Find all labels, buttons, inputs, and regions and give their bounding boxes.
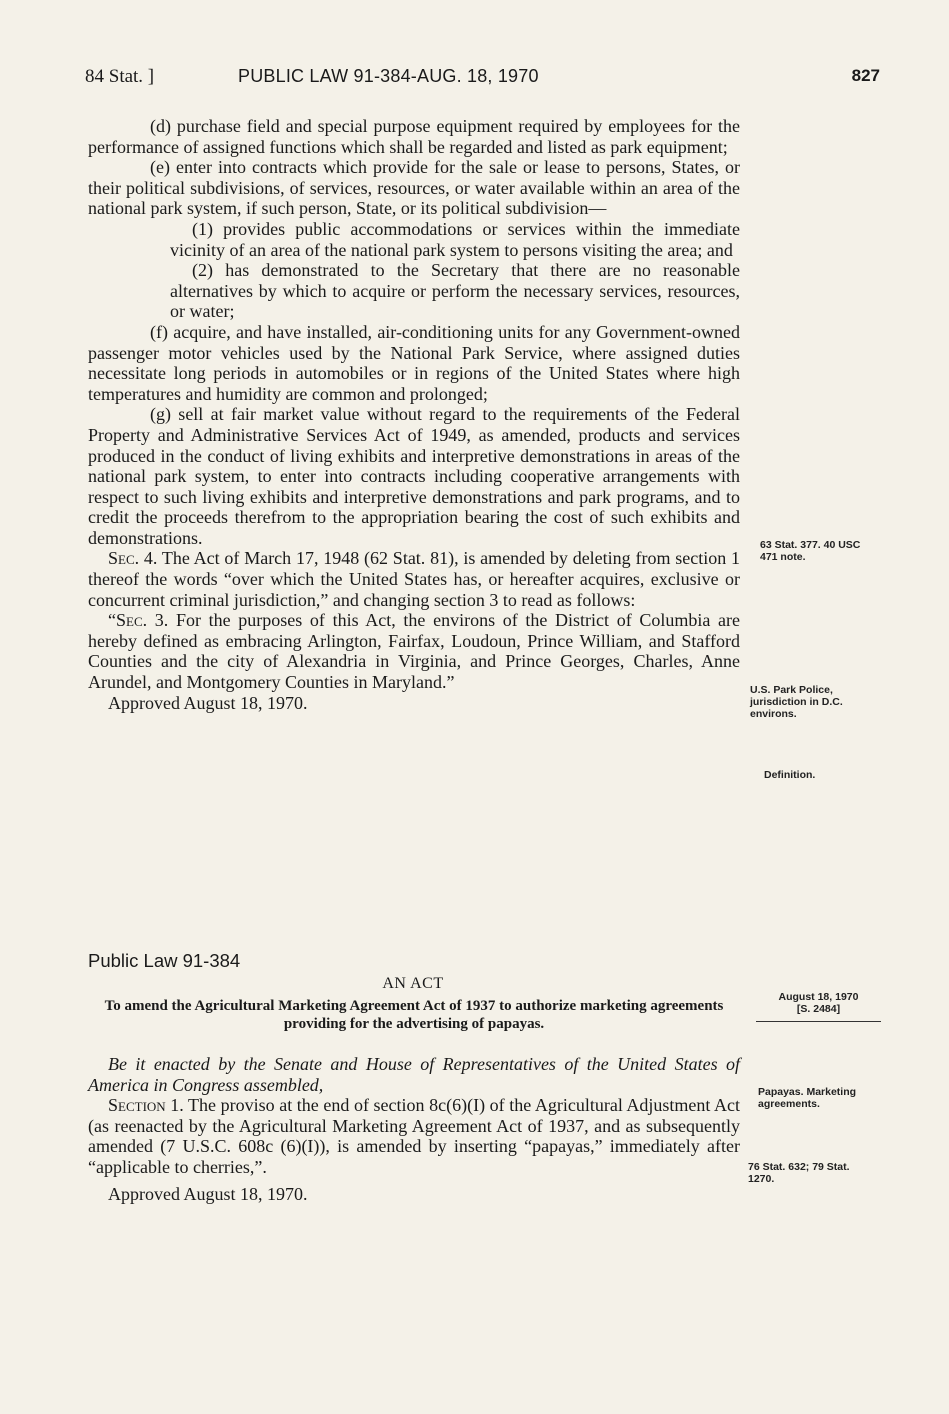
- act-purpose: To amend the Agricultural Marketing Agreement Act of 1937 to authorize marketing agreements providing for the advertising of papayas.: [104, 998, 724, 1032]
- an-act-heading: AN ACT: [382, 975, 444, 992]
- public-law-title: Public Law 91-384: [88, 950, 241, 971]
- section-3-label: “Sec. 3.: [108, 610, 169, 631]
- page-number: 827: [851, 66, 880, 85]
- paragraph-f: (f) acquire, and have installed, air-conditioning units for any Government-owned passenger motor vehicles used by the National Park Service, where assigned duties necessitate long periods in automobiles or in regions of the United States where high temperatures and humidity are common and prolonged;: [88, 321, 740, 404]
- paragraph-e2: (2) has demonstrated to the Secretary that there are no reasonable alternatives by which to acquire or perform the necessary services, resources, or water;: [170, 260, 740, 322]
- section-1: [88, 1095, 740, 1177]
- section-4-text: The Act of March 17, 1948 (62 Stat. 81), is amended by deleting from section 1 thereof the words “over which the United States has, or hereafter acquires, exclusive or concurrent criminal jurisdiction,” and changing section 3 to read as follows:: [88, 548, 740, 610]
- margin-note-citation: 63 Stat. 377. 40 USC 471 note.: [760, 539, 861, 563]
- paragraph-d: (d) purchase field and special purpose equipment required by employees for the performance of assigned functions which shall be regarded and listed as park equipment;: [88, 116, 740, 157]
- paragraph-g: (g) sell at fair market value without regard to the requirements of the Federal Property and Administrative Services Act of 1949, as amended, products and services produced in the conduct of living exhibits and interpretive demonstrations in areas of the national park system, to enter into contracts including cooperative arrangements with respect to such living exhibits and interpretive demonstrations and park programs, and to credit the proceeds therefrom to the appropriation bearing the cost of such exhibits and demonstrations.: [88, 404, 740, 548]
- margin-note-park-police: U.S. Park Police, jurisdiction in D.C. environs.: [750, 684, 843, 720]
- margin-date: August 18, 1970: [778, 991, 859, 1003]
- section-4: [88, 548, 740, 610]
- margin-note-stat: 76 Stat. 632; 79 Stat. 1270.: [748, 1161, 850, 1185]
- section-1-text: The proviso at the end of section 8c(6)(I) of the Agricultural Adjustment Act (as reenacted by the Agricultural Marketing Agreement Act of 1937, and as subsequently amended (7 U.S.C. 608c (6)(I)), is amended by inserting “papayas,” immediately after “applicable to cherries,”.: [88, 1095, 740, 1177]
- margin-note-date: [756, 991, 881, 1022]
- section-3-text: For the purposes of this Act, the environs of the District of Columbia are hereby defined as embracing Arlington, Fairfax, Loudoun, Prince William, and Stafford Counties and the city of Alexandria in Virginia, and Prince Georges, Charles, Anne Arundel, and Montgomery Counties in Maryland.”: [88, 610, 740, 693]
- section-4-label: Sec. 4.: [108, 548, 158, 569]
- enacting-clause: Be it enacted by the Senate and House of Representatives of the United States of America in Congress assembled,: [88, 1054, 740, 1095]
- page-header: [85, 66, 880, 90]
- statute-volume: 84 Stat. ]: [85, 66, 155, 87]
- margin-note-papayas: Papayas. Marketing agreements.: [758, 1086, 857, 1110]
- act-body: [88, 1054, 740, 1204]
- paragraph-e1: (1) provides public accommodations or services within the immediate vicinity of an area of the national park system to persons visiting the area; and: [170, 218, 740, 260]
- margin-note-definition: Definition.: [764, 769, 816, 781]
- section-1-label: Section 1.: [108, 1095, 184, 1116]
- approved-line-2: Approved August 18, 1970.: [108, 1183, 308, 1204]
- main-text: [88, 116, 740, 713]
- margin-bill: [S. 2484]: [796, 1003, 841, 1015]
- running-title: PUBLIC LAW 91-384-AUG. 18, 1970: [238, 66, 539, 86]
- margin-rule: [756, 1021, 881, 1022]
- approved-line-1: Approved August 18, 1970.: [108, 692, 308, 713]
- section-3-quote: [88, 610, 740, 692]
- paragraph-e: (e) enter into contracts which provide for the sale or lease to persons, States, or their political subdivisions, of services, resources, or water available within an area of the national park system, if such person, State, or its political subdivision—: [88, 157, 740, 219]
